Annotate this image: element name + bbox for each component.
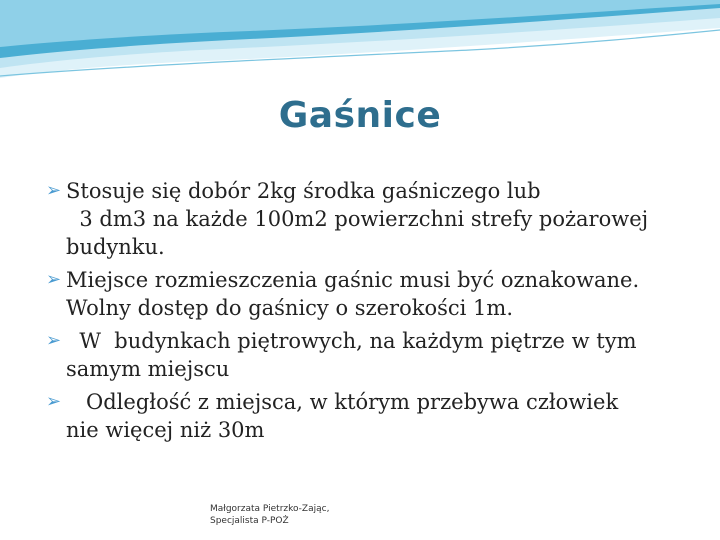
slide-title: Gaśnice [278, 95, 442, 136]
bullet-item [46, 388, 696, 444]
bullet-text: Miejsce rozmieszczenia gaśnic musi być oznakowane. [66, 268, 640, 292]
bullet-text: nie więcej niż 30m [66, 418, 265, 442]
header-wave-decoration [0, 0, 720, 90]
arrow-bullet-icon: ➢ [46, 269, 62, 290]
arrow-bullet-icon: ➢ [46, 180, 62, 201]
bullet-text: Odległość z miejsca, w którym przebywa człowiek [66, 390, 619, 414]
author-footer [210, 503, 329, 527]
bullet-text: budynku. [66, 235, 165, 259]
arrow-bullet-icon: ➢ [46, 330, 62, 351]
bullet-text: samym miejscu [66, 357, 230, 381]
bullet-text: Stosuje się dobór 2kg środka gaśniczego lub [66, 179, 541, 203]
author-role: Specjalista P-POŻ [210, 516, 289, 526]
bullet-list [46, 177, 696, 444]
author-name: Małgorzata Pietrzko-Zając, [210, 504, 330, 514]
bullet-text: 3 dm3 na każde 100m2 powierzchni strefy pożarowej [66, 207, 649, 231]
bullet-item [46, 266, 696, 322]
bullet-text: W budynkach piętrowych, na każdym piętrze w tym [66, 329, 637, 353]
bullet-item [46, 177, 696, 261]
bullet-text: Wolny dostęp do gaśnicy o szerokości 1m. [66, 296, 513, 320]
arrow-bullet-icon: ➢ [46, 391, 62, 412]
bullet-item [46, 327, 696, 383]
